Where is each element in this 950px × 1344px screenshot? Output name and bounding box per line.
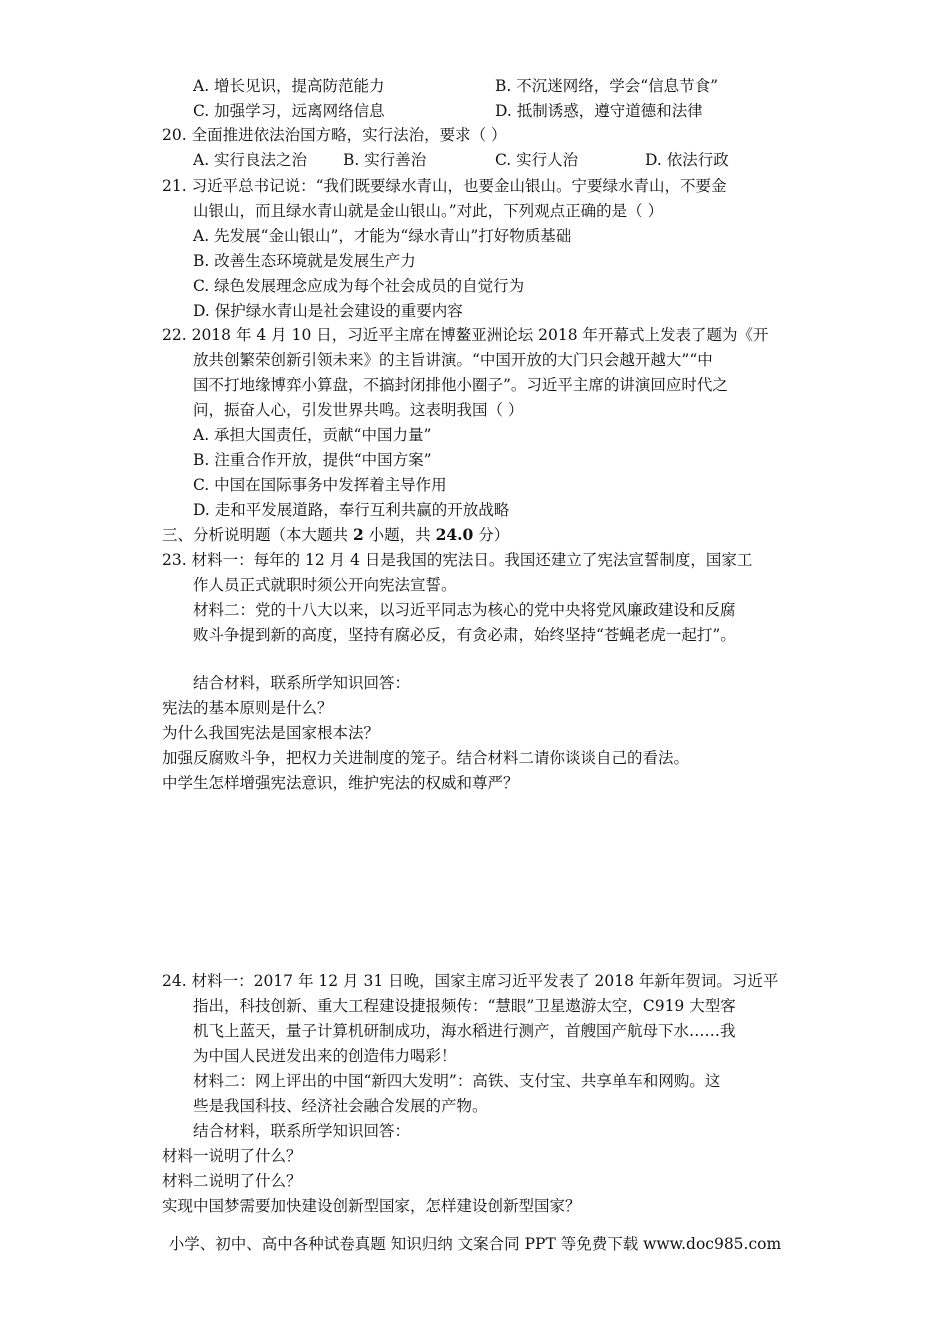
q20-option-b: B. 实行善治 [343,151,427,169]
q24-material-1-line-2: 指出，科技创新、重大工程建设捷报频传：“慧眼”卫星遨游太空，C919 大型客 [193,997,736,1015]
q22-stem-line-3: 国不打地缘博弈小算盘，不搞封闭排他小圈子”。习近平主席的讲演回应时代之 [193,376,728,394]
q20-stem: 20. 全面推进依法治国方略，实行法治，要求（ ） [162,126,507,144]
q22-option-c: C. 中国在国际事务中发挥着主导作用 [193,476,447,494]
q19-option-b: B. 不沉迷网络，学会“信息节食” [495,77,719,95]
q24-sub-question-2: 材料二说明了什么？ [162,1172,302,1190]
q20-option-d: D. 依法行政 [645,151,729,169]
q24-material-1-line-4: 为中国人民迸发出来的创造伟力喝彩！ [193,1047,457,1065]
section-3-heading [162,525,509,545]
q23-material-1-line-2: 作人员正式就职时须公开向宪法宣誓。 [193,576,457,594]
section-3-count: 2 [352,525,364,544]
q24-material-2-line-1: 材料二：网上评出的中国“新四大发明”：高铁、支付宝、共享单车和网购。这 [193,1072,721,1090]
q24-prompt: 结合材料，联系所学知识回答： [193,1122,411,1140]
q20-option-a: A. 实行良法之治 [193,151,308,169]
q21-stem-line-1: 21. 习近平总书记说：“我们既要绿水青山，也要金山银山。宁要绿水青山，不要金 [162,177,727,195]
q23-sub-question-1: 宪法的基本原则是什么？ [162,699,333,717]
q24-material-2-line-2: 些是我国科技、经济社会融合发展的产物。 [193,1097,488,1115]
q22-option-a: A. 承担大国责任，贡献“中国力量” [193,426,432,444]
q23-prompt: 结合材料，联系所学知识回答： [193,674,411,692]
q24-sub-question-1: 材料一说明了什么？ [162,1147,302,1165]
q22-stem-line-4: 问，振奋人心，引发世界共鸣。这表明我国（ ） [193,401,524,419]
q23-material-1-line-1: 23. 材料一：每年的 12 月 4 日是我国的宪法日。我国还建立了宪法宣誓制度，国家工 [162,551,753,569]
q22-stem-line-2: 放共创繁荣创新引领未来》的主旨讲演。“中国开放的大门只会越开越大”“中 [193,351,713,369]
q23-sub-question-2: 为什么我国宪法是国家根本法？ [162,724,380,742]
q24-sub-question-3: 实现中国梦需要加快建设创新型国家，怎样建设创新型国家？ [162,1197,581,1215]
q19-option-a: A. 增长见识，提高防范能力 [193,77,385,95]
q22-stem-line-1: 22. 2018 年 4 月 10 日，习近平主席在博鳌亚洲论坛 2018 年开幕式上发表了题为《开 [162,326,769,344]
q22-option-b: B. 注重合作开放，提供“中国方案” [193,451,432,469]
q21-option-b: B. 改善生态环境就是发展生产力 [193,252,416,270]
q23-material-2-line-1: 材料二：党的十八大以来，以习近平同志为核心的党中央将党风廉政建设和反腐 [193,601,736,619]
section-3-prefix: 三、分析说明题（本大题共 [162,526,353,544]
section-3-suffix: 分） [473,526,510,544]
section-3-score: 24.0 [435,525,474,544]
q22-option-d: D. 走和平发展道路，奉行互利共赢的开放战略 [193,501,510,519]
q23-sub-question-3: 加强反腐败斗争，把权力关进制度的笼子。结合材料二请你谈谈自己的看法。 [162,749,690,767]
q24-material-1-line-3: 机飞上蓝天，量子计算机研制成功，海水稻进行测产，首艘国产航母下水……我 [193,1022,736,1040]
q21-option-c: C. 绿色发展理念应成为每个社会成员的自觉行为 [193,277,525,295]
section-3-mid: 小题，共 [363,526,436,544]
q20-option-c: C. 实行人治 [495,151,579,169]
q19-option-d: D. 抵制诱惑，遵守道德和法律 [495,102,703,120]
q21-option-d: D. 保护绿水青山是社会建设的重要内容 [193,302,463,320]
q21-option-a: A. 先发展“金山银山”，才能为“绿水青山”打好物质基础 [193,227,572,245]
q24-material-1-line-1: 24. 材料一：2017 年 12 月 31 日晚，国家主席习近平发表了 2018 年新年贺词。习近平 [162,972,779,990]
q19-option-c: C. 加强学习，远离网络信息 [193,102,385,120]
q23-sub-question-4: 中学生怎样增强宪法意识，维护宪法的权威和尊严？ [162,774,519,792]
page-footer: 小学、初中、高中各种试卷真题 知识归纳 文案合同 PPT 等免费下载 www.doc985.com [168,1235,782,1253]
q21-stem-line-2: 山银山，而且绿水青山就是金山银山。”对此，下列观点正确的是（ ） [193,202,664,220]
q23-material-2-line-2: 败斗争提到新的高度，坚持有腐必反，有贪必肃，始终坚持“苍蝇老虎一起打”。 [193,626,736,644]
